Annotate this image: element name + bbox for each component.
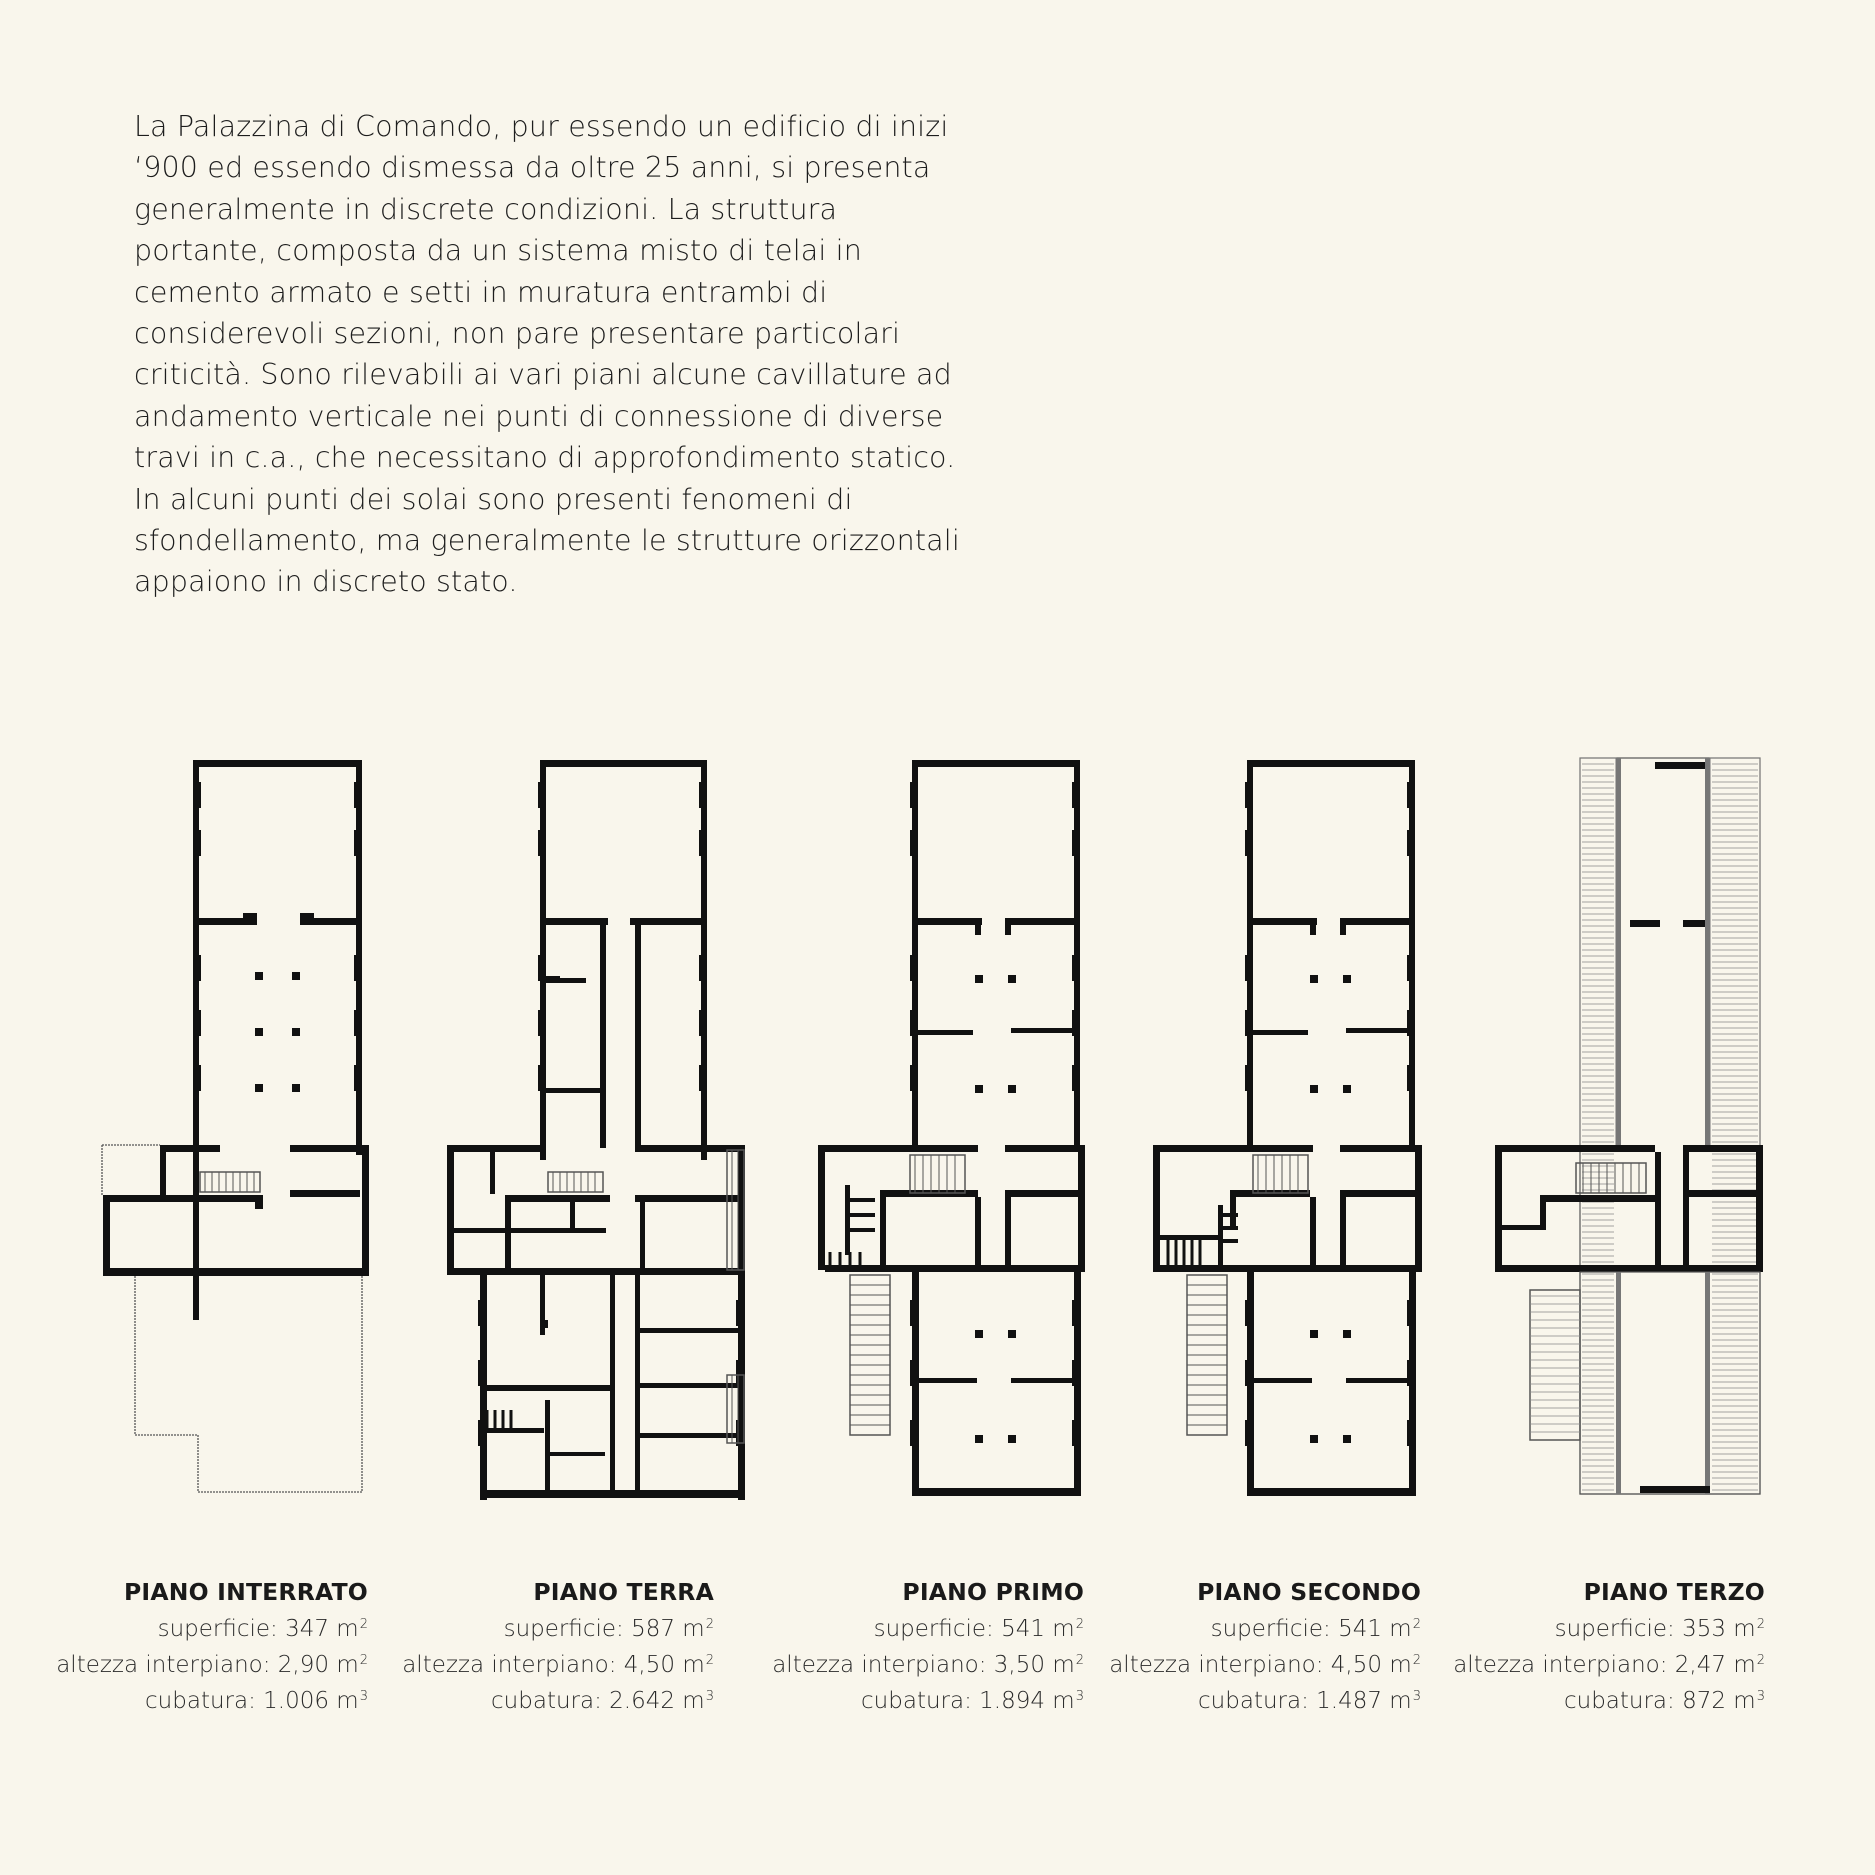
plan-piano-terra xyxy=(447,760,745,1500)
floor-name: PIANO TERZO xyxy=(1583,1578,1765,1606)
intro-line: andamento verticale nei punti di connessione di diverse xyxy=(134,399,944,433)
floor-name: PIANO PRIMO xyxy=(902,1578,1084,1606)
floor-superficie: superficie: 541 $m^2$ xyxy=(873,1616,1084,1642)
floor-cubatura: cubatura: 1.487 $m^3$ xyxy=(1198,1688,1421,1714)
floor-superficie: superficie: 347 $m^2$ xyxy=(157,1616,368,1642)
plan-piano-interrato xyxy=(102,760,369,1492)
intro-line: considerevoli sezioni, non pare presentare particolari xyxy=(134,317,901,351)
floor-altezza: altezza interpiano: 4,50 $m^2$ xyxy=(1109,1652,1421,1678)
floor-cubatura: cubatura: 872 $m^3$ xyxy=(1563,1688,1765,1714)
intro-line: La Palazzina di Comando, pur essendo un edificio di inizi xyxy=(134,110,949,143)
floor-name: PIANO SECONDO xyxy=(1197,1578,1421,1606)
intro-line: sfondellamento, ma generalmente le strutture orizzontali xyxy=(134,524,960,558)
floor-cubatura: cubatura: 1.006 $m^3$ xyxy=(145,1688,368,1714)
floor-name: PIANO INTERRATO xyxy=(123,1578,368,1606)
caption-piano-terzo xyxy=(1345,1577,1765,1717)
intro-line: travi in c.a., che necessitano di approfondimento statico. xyxy=(134,441,956,475)
intro-line: portante, composta da un sistema misto di telai in xyxy=(134,234,862,268)
floor-superficie: superficie: 353 $m^2$ xyxy=(1554,1616,1765,1642)
floor-cubatura: cubatura: 1.894 $m^3$ xyxy=(861,1688,1084,1714)
floor-superficie: superficie: 587 $m^2$ xyxy=(503,1616,714,1642)
intro-line: cemento armato e setti in muratura entrambi di xyxy=(134,275,828,309)
intro-line: appaiono in discreto stato. xyxy=(134,565,518,599)
floor-altezza: altezza interpiano: 4,50 $m^2$ xyxy=(402,1652,714,1678)
intro-line: In alcuni punti dei solai sono presenti fenomeni di xyxy=(134,482,853,516)
intro-line: generalmente in discrete condizioni. La struttura xyxy=(134,192,838,226)
floor-superficie: superficie: 541 $m^2$ xyxy=(1210,1616,1421,1642)
floor-altezza: altezza interpiano: 3,50 $m^2$ xyxy=(772,1652,1084,1678)
floor-cubatura: cubatura: 2.642 $m^3$ xyxy=(491,1688,714,1714)
floor-altezza: altezza interpiano: 2,90 $m^2$ xyxy=(56,1652,368,1678)
plan-piano-terzo xyxy=(1495,758,1763,1494)
intro-line: ‘900 ed essendo dismessa da oltre 25 anni, si presenta xyxy=(134,151,931,185)
plan-piano-primo xyxy=(818,760,1085,1496)
caption-piano-terra xyxy=(294,1577,714,1717)
plan-piano-secondo xyxy=(1153,760,1422,1496)
floor-name: PIANO TERRA xyxy=(533,1578,714,1606)
floor-altezza: altezza interpiano: 2,47 $m^2$ xyxy=(1453,1652,1765,1678)
intro-line: criticità. Sono rilevabili ai vari piani alcune cavillature ad xyxy=(134,358,952,392)
